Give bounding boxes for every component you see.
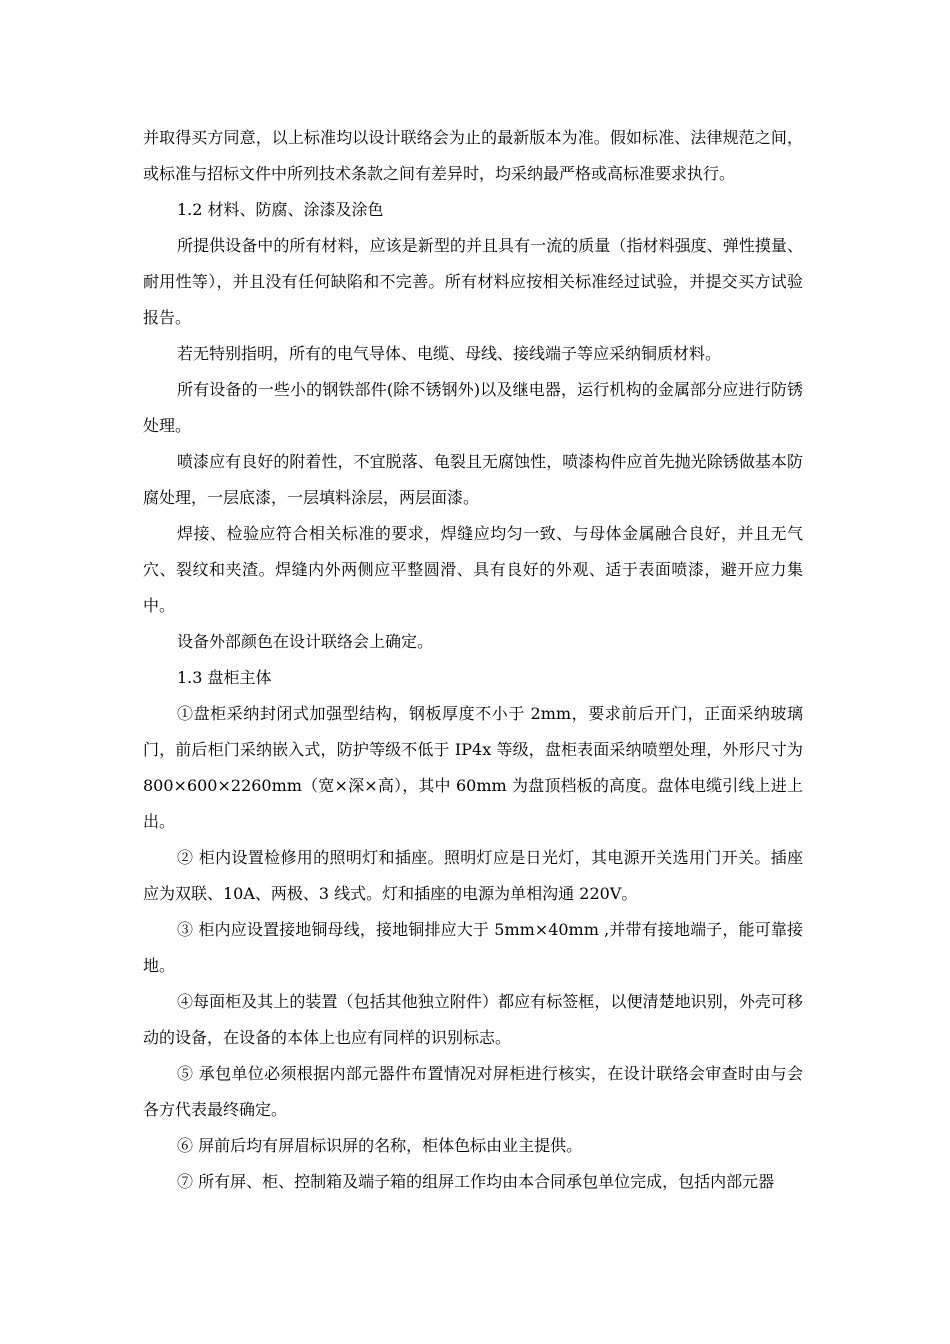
paragraph-copper-conductors: 若无特别指明，所有的电气导体、电缆、母线、接线端子等应采纳铜质材料。 <box>177 344 722 363</box>
paragraph-item-6: ⑥ 屏前后均有屏眉标识屏的名称，柜体色标由业主提供。 <box>177 1136 583 1155</box>
paragraph-rust-protection: 所有设备的一些小的钢铁部件(除不锈钢外)以及继电器，运行机构的金属部分应进行防锈处理。 <box>143 380 803 435</box>
section-heading-1-2: 1.2 材料、防腐、涂漆及涂色 <box>177 200 384 219</box>
paragraph-item-7: ⑦ 所有屏、柜、控制箱及端子箱的组屏工作均由本合同承包单位完成，包括内部元器 <box>177 1172 775 1191</box>
document-body <box>143 120 803 1200</box>
paragraph-item-1: ①盘柜采纳封闭式加强型结构，钢板厚度不小于 2mm，要求前后开门，正面采纳玻璃门，前后柜门采纳嵌入式，防护等级不低于 IP4x 等级，盘柜表面采纳喷塑处理，外形尺寸为 800×600×2260mm（宽×深×高），其中 60mm 为盘顶档板的高度。盘体电缆引线上进上出。 <box>143 704 803 831</box>
paragraph-painting: 喷漆应有良好的附着性，不宜脱落、龟裂且无腐蚀性，喷漆构件应首先抛光除锈做基本防腐处理，一层底漆，一层填料涂层，两层面漆。 <box>143 452 803 507</box>
section-heading-1-3: 1.3 盘柜主体 <box>177 668 272 687</box>
paragraph-item-5: ⑤ 承包单位必须根据内部元器件布置情况对屏柜进行核实，在设计联络会审查时由与会各方代表最终确定。 <box>143 1064 803 1119</box>
paragraph-item-4: ④每面柜及其上的装置（包括其他独立附件）都应有标签框，以便清楚地识别，外壳可移动的设备，在设备的本体上也应有同样的识别标志。 <box>143 992 803 1047</box>
paragraph-item-3: ③ 柜内应设置接地铜母线，接地铜排应大于 5mm×40mm ,并带有接地端子，能可靠接地。 <box>143 920 803 975</box>
paragraph-welding: 焊接、检验应符合相关标准的要求，焊缝应均匀一致、与母体金属融合良好，并且无气穴、裂纹和夹渣。焊缝内外两侧应平整圆滑、具有良好的外观、适于表面喷漆，避开应力集中。 <box>143 524 803 615</box>
paragraph-exterior-color: 设备外部颜色在设计联络会上确定。 <box>177 632 434 651</box>
paragraph-standards-continuation: 并取得买方同意，以上标准均以设计联络会为止的最新版本为准。假如标准、法律规范之间，或标准与招标文件中所列技术条款之间有差异时，均采纳最严格或高标准要求执行。 <box>143 128 803 183</box>
paragraph-item-2: ② 柜内设置检修用的照明灯和插座。照明灯应是日光灯，其电源开关选用门开关。插座应为双联、10A、两极、3 线式。灯和插座的电源为单相沟通 220V。 <box>143 848 803 903</box>
paragraph-materials-quality: 所提供设备中的所有材料，应该是新型的并且具有一流的质量（指材料强度、弹性摸量、耐用性等），并且没有任何缺陷和不完善。所有材料应按相关标准经过试验，并提交买方试验报告。 <box>143 236 803 327</box>
